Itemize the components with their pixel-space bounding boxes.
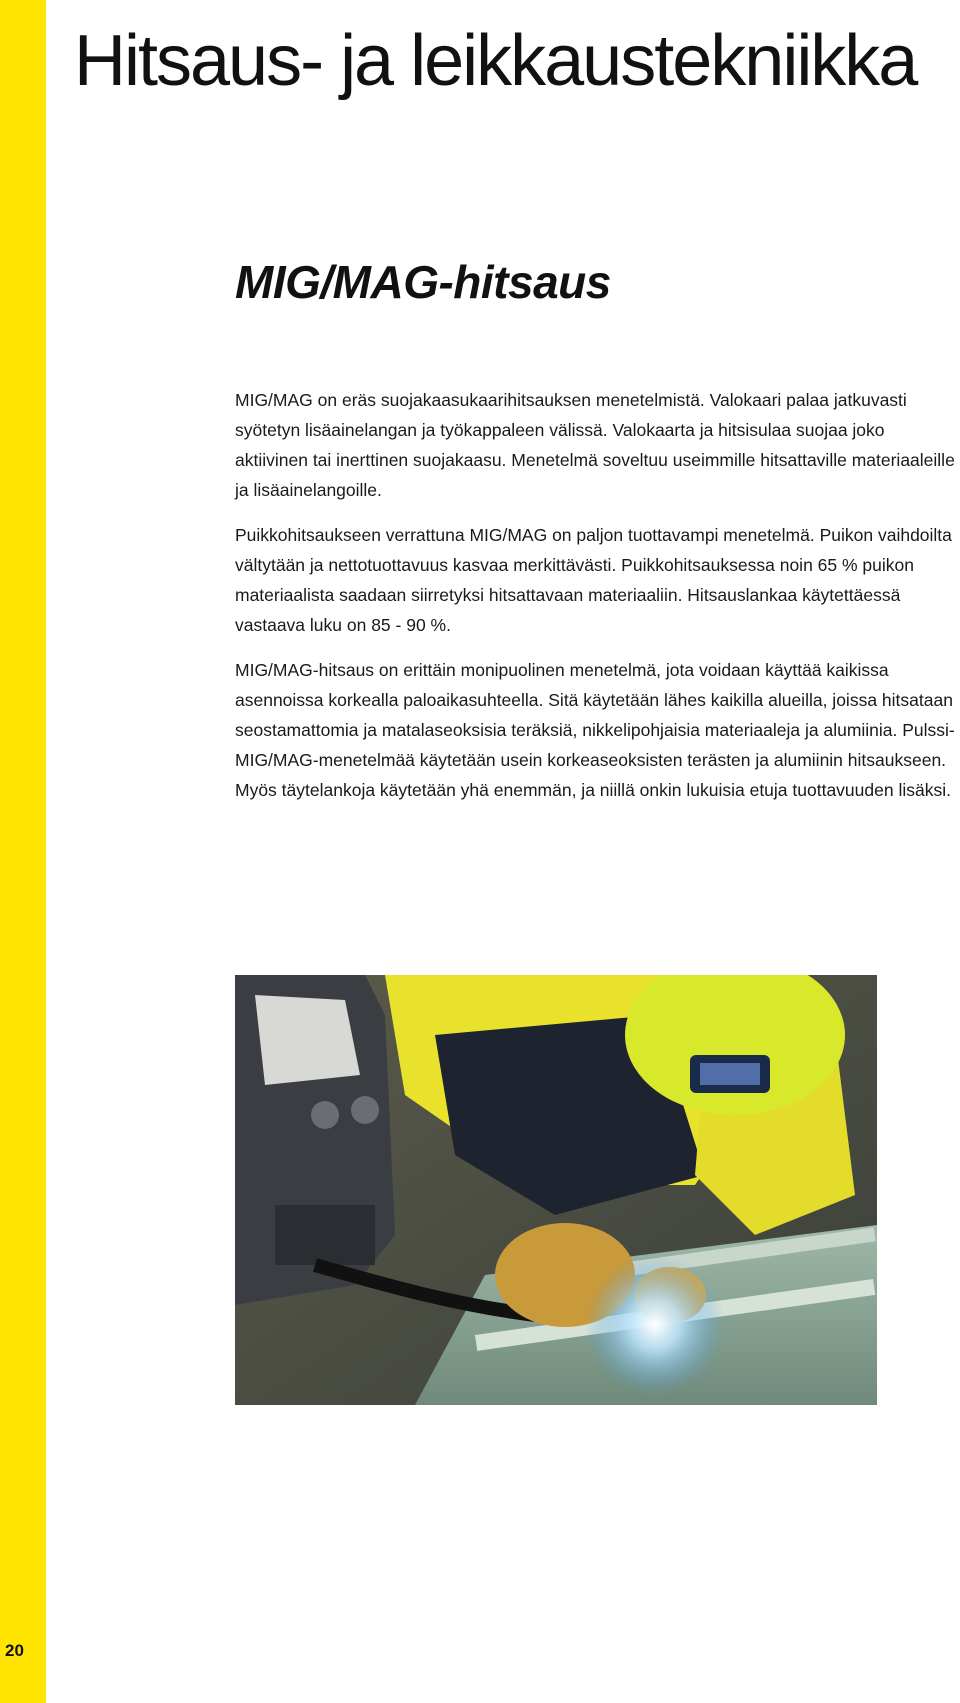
body-text [235,385,960,820]
welding-photo [235,975,877,1405]
yellow-side-strip [0,0,46,1703]
page-number: 20 [5,1641,24,1660]
page-title: Hitsaus- ja leikkaustekniikka [74,21,917,101]
paragraph-intro: MIG/MAG on eräs suojakaasukaarihitsauksen menetelmistä. Valokaari palaa jatkuvasti syötetyn lisäainelangan ja työkappaleen välissä. Valokaarta ja hitsisulaa suojaa joko aktiivinen tai inerttinen suojakaasu. Menetelmä soveltuu useimmille hitsattaville materiaaleille ja lisäainelangoille. [235,390,955,500]
paragraph-productivity: Puikkohitsaukseen verrattuna MIG/MAG on paljon tuottavampi menetelmä. Puikon vaihdoilta vältytään ja nettotuottavuus kasvaa merkittävästi. Puikkohitsauksessa noin 65 % puikon materiaalista saadaan siirretyksi hitsattavaan materiaaliin. Hitsauslankaa käytettäessä vastaava luku on 85 - 90 %. [235,525,952,635]
section-title: MIG/MAG-hitsaus [235,256,611,308]
paragraph-versatility: MIG/MAG-hitsaus on erittäin monipuolinen menetelmä, jota voidaan käyttää kaikissa asennoissa korkealla paloaikasuhteella. Sitä käytetään lähes kaikilla alueilla, joissa hitsataan seostamattomia ja matalaseoksisia teräksiä, nikkelipohjaisia materiaaleja ja alumiinia. Pulssi-MIG/MAG-menetelmää käytetään usein korkeaseoksisten terästen ja alumiinin hitsaukseen. Myös täytelankoja käytetään yhä enemmän, ja niillä onkin lukuisia etuja tuottavuuden lisäksi. [235,660,955,800]
